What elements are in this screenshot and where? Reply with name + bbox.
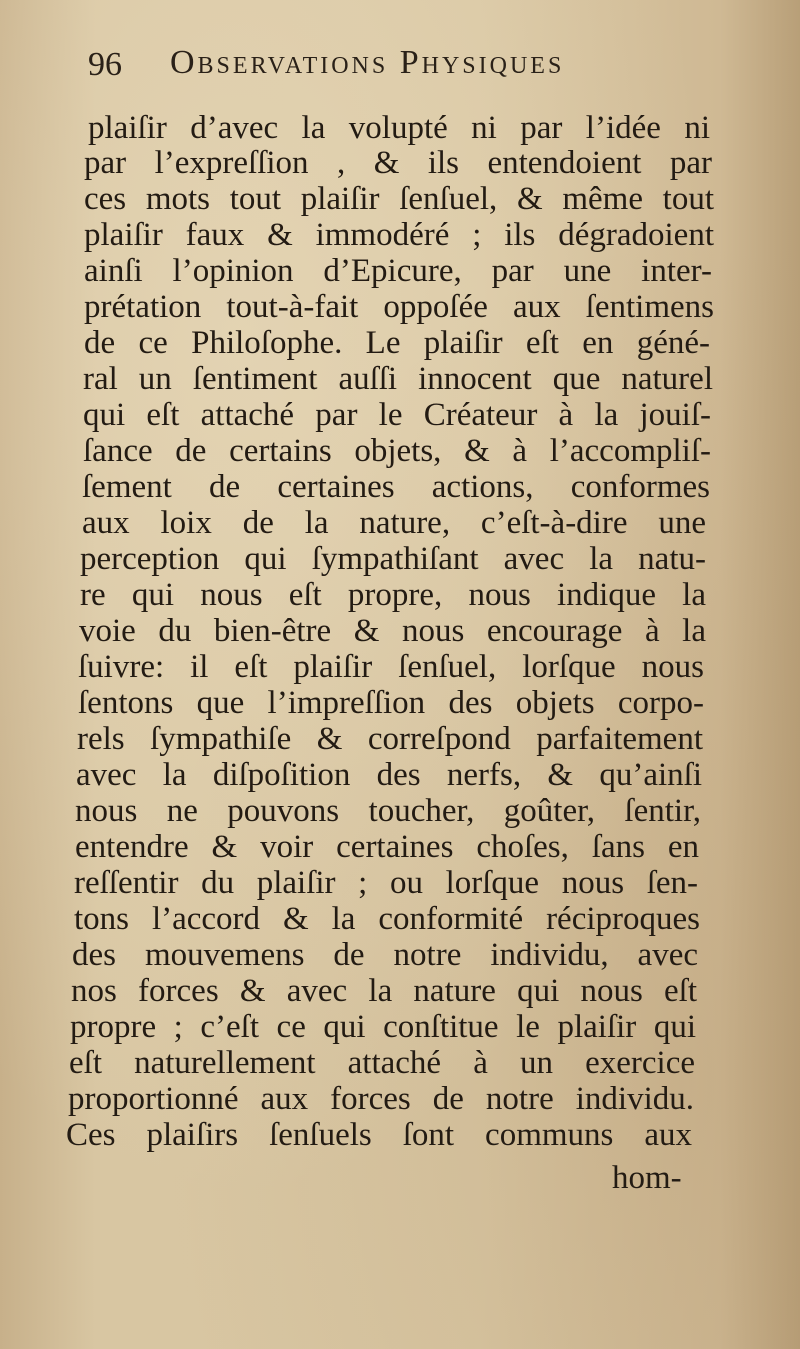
text-line: reſſentir du plaiſir ; ou lorſque nous ſen-: [74, 865, 698, 901]
text-line: ſance de certains objets, & à l’accompliſ-: [83, 433, 711, 469]
text-line: entendre & voir certaines choſes, ſans en: [75, 829, 699, 865]
text-line: par l’expreſſion , & ils entendoient par: [84, 145, 712, 181]
running-head: Observations Physiques: [170, 44, 565, 81]
text-line: prétation tout-à-fait oppoſée aux ſentimens: [84, 289, 714, 325]
text-line: voie du bien-être & nous encourage à la: [79, 613, 706, 649]
page-number: 96: [88, 46, 122, 83]
text-line: avec la diſpoſition des nerfs, & qu’ainſi: [76, 757, 702, 793]
text-line: perception qui ſympathiſant avec la natu-: [80, 541, 706, 577]
text-line: Ces plaiſirs ſenſuels ſont communs aux: [66, 1117, 692, 1153]
text-line: ainſi l’opinion d’Epicure, par une inter-: [84, 253, 712, 289]
text-line: ral un ſentiment auſſi innocent que naturel: [83, 361, 713, 397]
text-line: de ce Philoſophe. Le plaiſir eſt en géné-: [84, 325, 710, 361]
text-line: des mouvemens de notre individu, avec: [72, 937, 698, 973]
text-line: qui eſt attaché par le Créateur à la jouiſ-: [83, 397, 711, 433]
text-line: ſentons que l’impreſſion des objets corpo-: [78, 685, 704, 721]
text-line: ſement de certaines actions, conformes: [82, 469, 710, 505]
text-line: plaiſir faux & immodéré ; ils dégradoient: [84, 217, 714, 253]
text-line: nous ne pouvons toucher, goûter, ſentir,: [75, 793, 701, 829]
catchword: hom-: [612, 1160, 682, 1196]
text-line: plaiſir d’avec la volupté ni par l’idée ni: [88, 110, 710, 146]
text-line: propre ; c’eſt ce qui conſtitue le plaiſir qui: [70, 1009, 696, 1045]
text-line: rels ſympathiſe & correſpond parfaitement: [77, 721, 703, 757]
text-line: ces mots tout plaiſir ſenſuel, & même tout: [84, 181, 714, 217]
text-line: proportionné aux forces de notre individu.: [68, 1081, 694, 1117]
text-line: aux loix de la nature, c’eſt-à-dire une: [82, 505, 706, 541]
text-line: tons l’accord & la conformité réciproques: [74, 901, 700, 937]
text-line: re qui nous eſt propre, nous indique la: [80, 577, 706, 613]
text-line: eſt naturellement attaché à un exercice: [69, 1045, 695, 1081]
text-line: nos forces & avec la nature qui nous eſt: [71, 973, 697, 1009]
text-line: ſuivre: il eſt plaiſir ſenſuel, lorſque nous: [78, 649, 704, 685]
